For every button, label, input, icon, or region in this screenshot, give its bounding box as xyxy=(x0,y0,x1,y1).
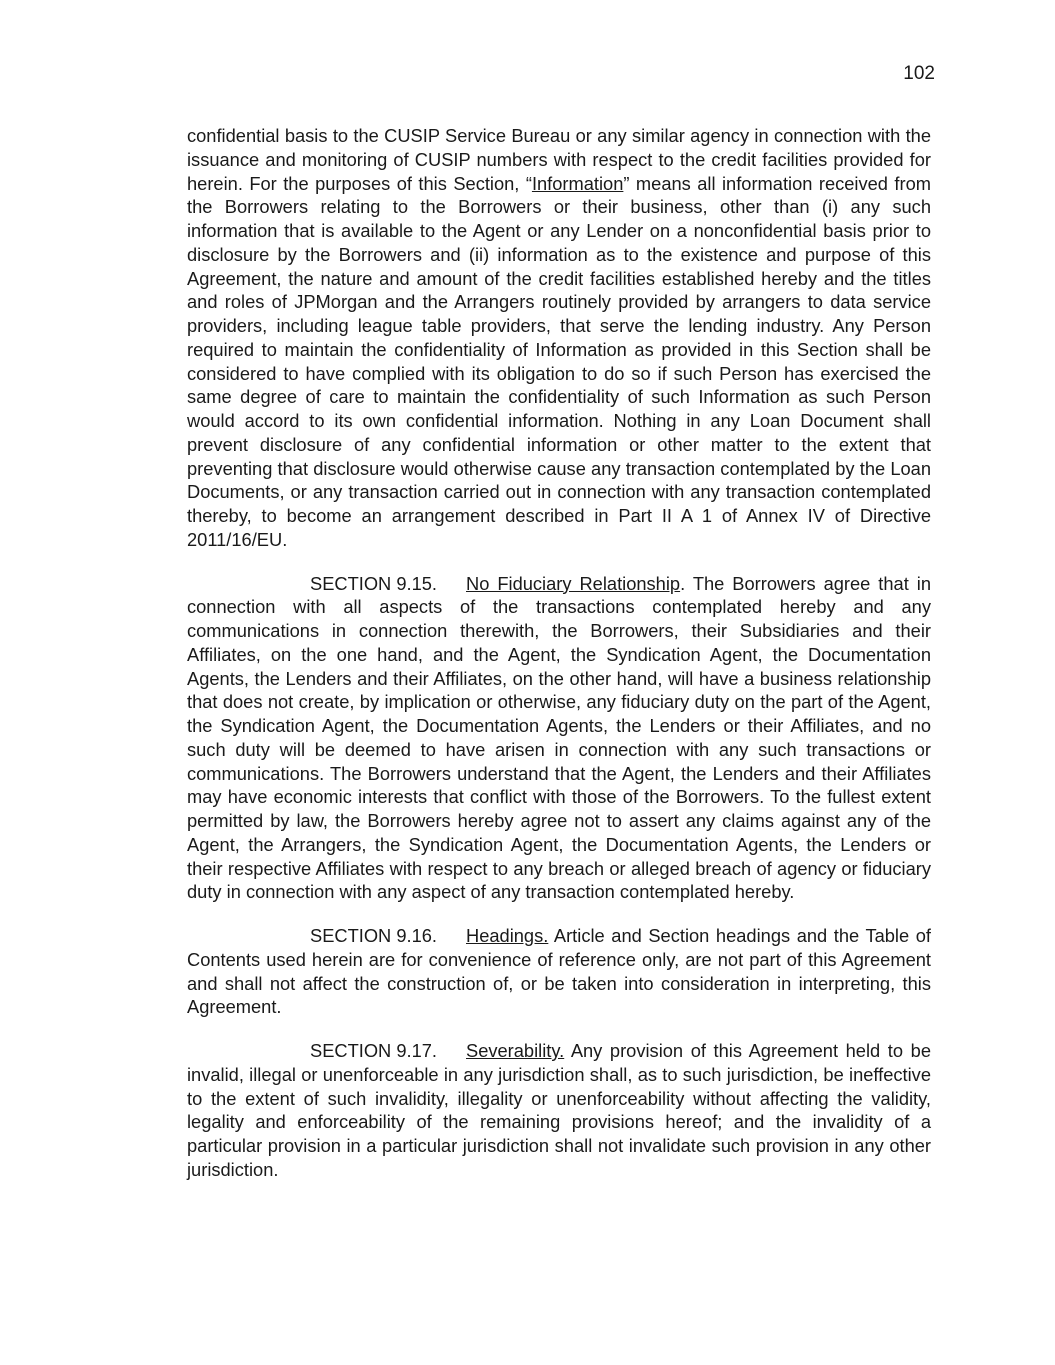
section-title: Severability. xyxy=(466,1040,565,1061)
section-number: SECTION 9.15. xyxy=(310,572,437,594)
document-body xyxy=(187,124,931,1182)
section-body: Any provision of this Agreement held to be invalid, illegal or unenforceable in any jurisdiction shall, as to such jurisdiction, be ineffective to the extent of such invalidity, illegality or unenforceability without affecting the validity, legality and enforceability of the remaining provisions hereof; and the invalidity of a particular provision in a particular jurisdiction shall not invalidate such provision in any other jurisdiction. xyxy=(187,1040,931,1180)
section-body: Article and Section headings and the Table of Contents used herein are for convenience of reference only, are not part of this Agreement and shall not affect the construction of, or be taken into consideration in interpreting, this Agreement. xyxy=(187,925,931,1018)
defined-term-information: Information xyxy=(531,172,624,194)
section-9-17 xyxy=(187,1039,931,1182)
section-9-16 xyxy=(187,924,931,1019)
page-number: 102 xyxy=(903,63,935,84)
section-body: The Borrowers agree that in connection with all aspects of the transactions contemplated hereby and any communications in connection therewith, the Borrowers, their Subsidiaries and their Affiliates, on the one hand, and the Agent, the Syndication Agent, the Documentation Agents, the Lenders and their Affiliates, on the other hand, will have a business relationship that does not create, by implication or otherwise, any fiduciary duty on the part of the Agent, the Syndication Agent, the Documentation Agents, the Lenders or their Affiliates, and no such duty will be deemed to have arisen in connection with any such transactions or communications. The Borrowers understand that the Agent, the Lenders and their Affiliates may have economic interests that conflict with those of the Borrowers. To the fullest extent permitted by law, the Borrowers hereby agree not to assert any claims against any of the Agent, the Arrangers, the Syndication Agent, the Documentation Agents, the Lenders or their respective Affiliates with respect to any breach or alleged breach of agency or fiduciary duty in connection with any aspect of any transaction contemplated hereby. xyxy=(187,572,931,903)
paragraph-text: ” means all information received from the Borrowers relating to the Borrowers or their business, other than (i) any such information that is available to the Agent or any Lender on a nonconfidential basis prior to disclosure by the Borrowers and (ii) information as to the existence and purpose of this Agreement, the nature and amount of the credit facilities established hereby and the titles and roles of JPMorgan and the Arrangers routinely provided by arrangers to data service providers, including league table providers, that serve the lending industry. Any Person required to maintain the confidentiality of Information as provided in this Section shall be considered to have complied with its obligation to do so if such Person has exercised the same degree of care to maintain the confidentiality of such Information as such Person would accord to its own confidential information. Nothing in any Loan Document shall prevent disclosure of any confidential information or other matter to the extent that preventing that disclosure would otherwise cause any transaction contemplated by the Loan Documents, or any transaction carried out in connection with any transaction contemplated thereby, to become an arrangement described in Part II A 1 of Annex IV of Directive 2011/16/EU. xyxy=(187,172,931,550)
section-number: SECTION 9.16. xyxy=(310,925,437,946)
paragraph-text: confidential basis to the CUSIP Service Bureau or any similar agency in connection with the issuance and monitoring of CUSIP numbers with respect to the credit facilities provided for herein. For the purposes of this Section, “ xyxy=(187,125,931,194)
section-title: Headings. xyxy=(466,925,549,946)
section-number: SECTION 9.17. xyxy=(310,1040,437,1061)
section-9-15 xyxy=(187,572,931,905)
confidentiality-paragraph xyxy=(187,124,931,552)
section-title: No Fiduciary Relationship xyxy=(466,572,681,594)
section-title-end: . xyxy=(680,572,686,594)
